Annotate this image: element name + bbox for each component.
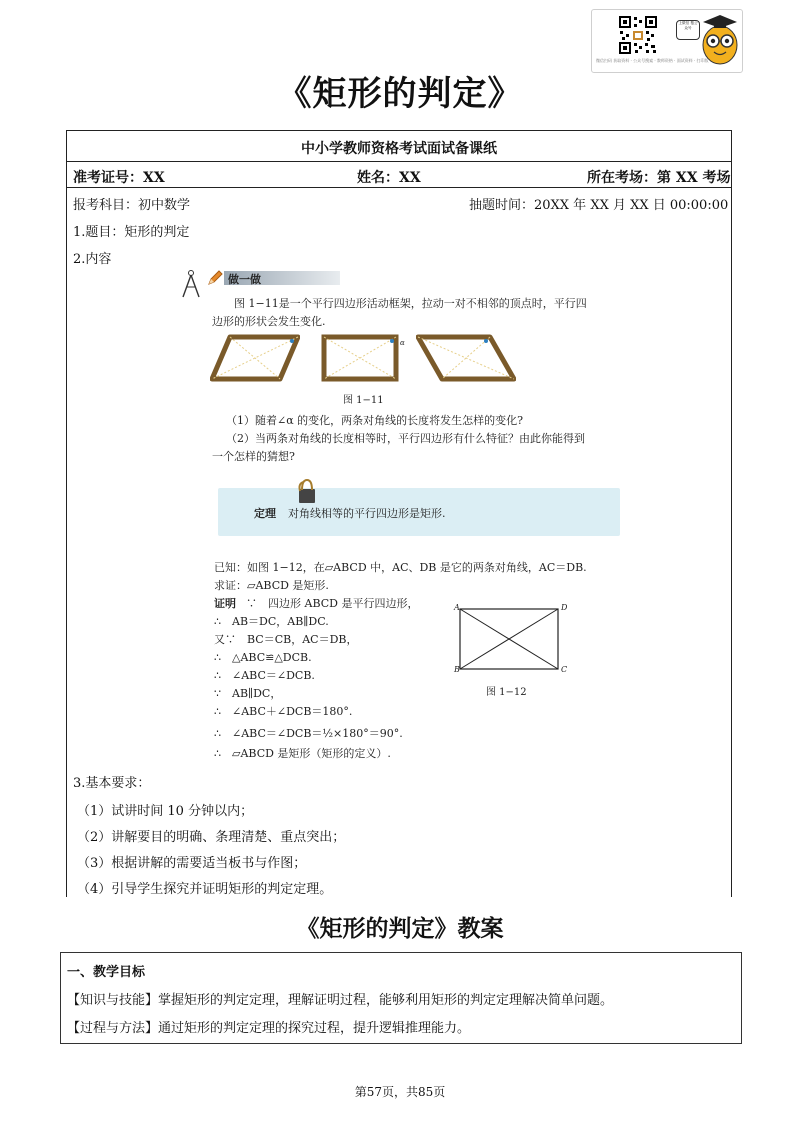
lesson-plan-title: 《矩形的判定》教案 [296, 915, 504, 942]
figure-caption: 图 1−11 [343, 395, 384, 406]
figure-caption: 图 1−12 [486, 687, 527, 698]
requirement-item: （2）讲解要目的明确、条理清楚、重点突出； [77, 830, 346, 845]
proof-line: ∴ ∠ABC＋∠DCB＝180°. [214, 705, 353, 718]
theorem-text: 对角线相等的平行四边形是矩形. [288, 507, 446, 520]
exam-id: 准考证号：XX [73, 170, 165, 186]
question-2: 一个怎样的猜想? [212, 450, 295, 463]
lesson-prep-form [66, 130, 732, 897]
parallelogram-frame [416, 333, 516, 383]
teaching-goals-box [60, 952, 742, 1044]
draw-time: 抽题时间：20XX 年 XX 月 XX 日 00:00:00 [469, 198, 729, 213]
angle-label: α [400, 339, 405, 347]
proof-line: ∴ ∠ABC＝∠DCB＝½×180°＝90°. [214, 727, 403, 740]
document-title: 《矩形的判定》 [277, 74, 523, 114]
parallelogram-frame [210, 333, 300, 383]
goals-heading: 一、教学目标 [67, 965, 146, 980]
proof-line: ∵ 四边形 ABCD 是平行四边形， [246, 597, 419, 610]
question-1: （1）随着∠α 的变化，两条对角线的长度将发生怎样的变化? [226, 414, 524, 427]
pencil-icon [206, 269, 224, 287]
proof-line: ∵ AB∥DC， [214, 687, 282, 700]
rectangle-diagram [450, 601, 570, 677]
candidate-name: 姓名：XX [357, 170, 421, 186]
textbook-excerpt [180, 269, 635, 760]
requirements-label: 3.基本要求： [73, 776, 151, 791]
intro-text: 边形的形状会发生变化. [212, 315, 326, 328]
goal-item: 【知识与技能】掌握矩形的判定定理，理解证明过程，能够利用矩形的判定定理解决简单问题。 [67, 993, 614, 1008]
vertex-label: C [561, 665, 568, 674]
qr-badge [591, 9, 743, 73]
badge-caption: 微信扫码 获取资料 · 公众号搜索 · 教师资格 · 面试资料 · 打印版 [596, 58, 709, 63]
form-heading: 中小学教师资格考试面试备课纸 [301, 141, 497, 157]
clip-icon [296, 477, 318, 505]
speech-bubble: 上微信 搜公 众号 [676, 20, 700, 40]
proof-line: ∴ ∠ABC＝∠DCB. [214, 669, 315, 682]
rectangle-frame [320, 333, 400, 383]
vertex-label: B [454, 665, 460, 674]
requirement-item: （1）试讲时间 10 分钟以内； [77, 804, 254, 819]
requirement-item: （4）引导学生探究并证明矩形的判定定理。 [77, 882, 333, 897]
theorem-box [218, 488, 620, 536]
content-label: 2.内容 [73, 252, 112, 267]
activity-label: 做一做 [228, 273, 261, 286]
goal-item: 【过程与方法】通过矩形的判定定理的探究过程，提升逻辑推理能力。 [67, 1021, 471, 1036]
given-text: 已知：如图 1−12，在▱ABCD 中，AC、DB 是它的两条对角线，AC＝DB. [214, 561, 587, 574]
page-number: 第57页，共85页 [354, 1085, 446, 1099]
proof-line: ∴ ▱ABCD 是矩形（矩形的定义）. [214, 747, 391, 760]
question-2: （2）当两条对角线的长度相等时，平行四边形有什么特征？由此你能得到 [226, 432, 585, 445]
compass-icon [180, 269, 202, 299]
proof-line: ∴ AB＝DC，AB∥DC. [214, 615, 329, 628]
divider [67, 161, 731, 162]
proof-line: ∴ △ABC≌△DCB. [214, 651, 312, 664]
vertex-label: A [454, 603, 460, 612]
requirement-item: （3）根据讲解的需要适当板书与作图； [77, 856, 307, 871]
proof-line: 又∵ BC＝CB，AC＝DB， [214, 633, 358, 646]
proof-label: 证明 [214, 597, 236, 610]
exam-room: 所在考场：第 XX 考场 [587, 170, 731, 186]
intro-text: 图 1−11是一个平行四边形活动框架，拉动一对不相邻的顶点时，平行四 [234, 297, 587, 310]
subject: 报考科目：初中数学 [73, 198, 191, 213]
divider [67, 187, 731, 188]
vertex-label: D [561, 603, 568, 612]
qr-code-icon [618, 15, 658, 55]
topic: 1.题目：矩形的判定 [73, 225, 190, 240]
prove-text: 求证：▱ABCD 是矩形. [214, 579, 329, 592]
theorem-label: 定理 [254, 507, 276, 520]
